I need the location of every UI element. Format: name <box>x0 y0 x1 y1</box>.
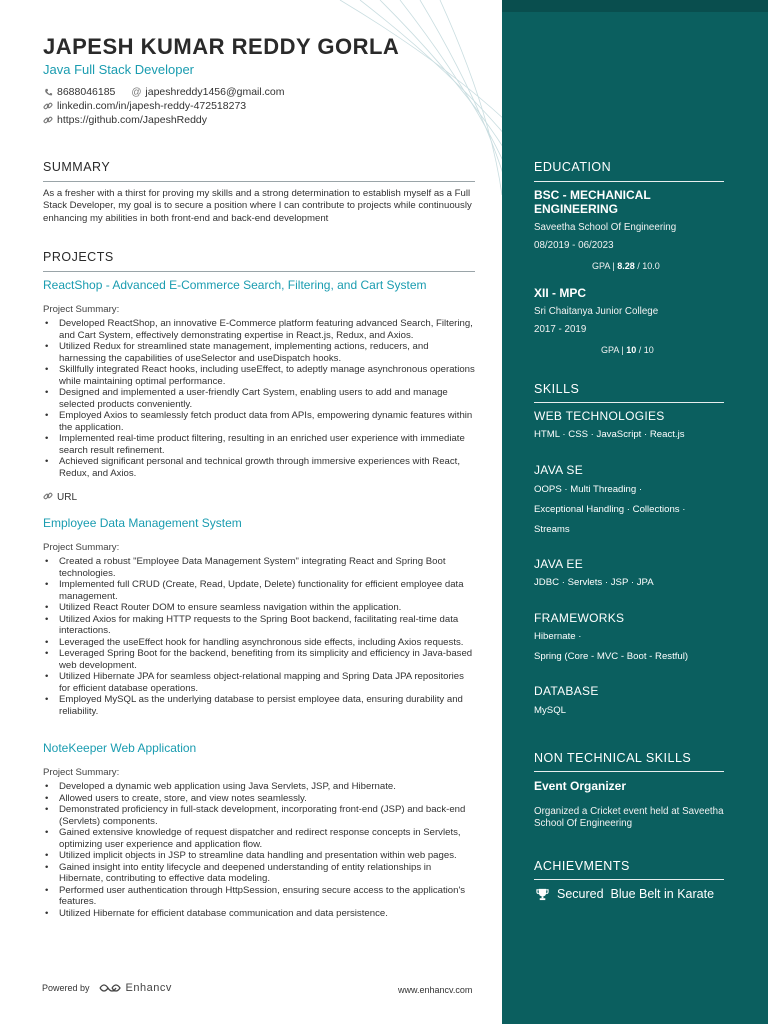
skill-group-items <box>534 573 734 593</box>
enhancv-logo[interactable] <box>98 982 172 994</box>
bullet-item: • Performed user authentication through HttpSession, ensuring secure access to the application's features. <box>43 885 475 908</box>
bullet-item: • Leveraged Spring Boot for the backend, benefiting from its simplicity and efficiency in Java-based web development. <box>43 648 475 671</box>
bullet-item: • Allowed users to create, store, and view notes seamlessly. <box>43 793 475 805</box>
skill-group-name: WEB TECHNOLOGIES <box>534 409 665 423</box>
project-bullets <box>43 318 475 479</box>
at-icon: @ <box>131 86 142 98</box>
project-subtitle: Project Summary: <box>43 542 120 553</box>
github-row <box>43 114 207 126</box>
summary-divider <box>43 181 475 182</box>
brand-name: Enhancv <box>125 982 172 994</box>
bullet-item: • Leveraged the useEffect hook for handling asynchronous side effects, including Axios requests. <box>43 637 475 649</box>
bullet-item: • Achieved significant personal and technical growth through immersive experiences with React, Redux, and Axios. <box>43 456 475 479</box>
gpa-max: 10 <box>643 345 654 355</box>
non-technical-divider <box>534 771 724 772</box>
bullet-item: • Utilized Hibernate for efficient database communication and data persistence. <box>43 908 475 920</box>
gpa-max: 10.0 <box>642 261 660 271</box>
project-title: ReactShop - Advanced E-Commerce Search, Filtering, and Cart System <box>43 278 427 292</box>
education-gpa: GPA | 8.28 / 10.0 <box>592 261 660 271</box>
bullet-item: • Utilized Hibernate JPA for seamless object-relational mapping and Spring Data JPA repositories for efficient database operations. <box>43 671 475 694</box>
bullet-item: • Developed ReactShop, an innovative E-Commerce platform featuring advanced Search, Filtering, and Cart System, effectively demonstrating expertise in React.js, Redux, and Axios. <box>43 318 475 341</box>
bullet-item: • Developed a dynamic web application using Java Servlets, JSP, and Hibernate. <box>43 781 475 793</box>
link-icon <box>43 491 53 504</box>
project-bullets <box>43 781 475 919</box>
url-label: URL <box>57 492 78 503</box>
linkedin-row <box>43 100 246 112</box>
bullet-item: • Implemented real-time product filtering, resulting in an enriched user experience with immediate search result refinement. <box>43 433 475 456</box>
achievements-heading: ACHIEVMENTS <box>534 859 630 873</box>
summary-text: As a fresher with a thirst for proving my skills and a strong determination to establish myself as a Full Stack Developer, my goal is to secure a position where I can contribute to projects while continuously enhancing my abilities in both front-end and back-end development <box>43 188 472 224</box>
link-icon <box>43 101 53 111</box>
skill-line: OOPS · Multi Threading · <box>534 484 643 495</box>
project-subtitle: Project Summary: <box>43 304 120 315</box>
non-technical-description: Organized a Cricket event held at Saveetha School Of Engineering <box>534 806 724 829</box>
skill-group-name: DATABASE <box>534 684 599 698</box>
bullet-item: • Utilized Redux for streamlined state management, implementing actions, reducers, and harnessing the capabilities of useSelector and useDispatch hooks. <box>43 341 475 364</box>
achievement-item <box>536 887 714 901</box>
project-title: Employee Data Management System <box>43 516 242 530</box>
skills-divider <box>534 402 724 403</box>
education-dates: 2017 - 2019 <box>534 324 587 335</box>
enhancv-logo-icon <box>98 982 122 994</box>
linkedin-link[interactable]: linkedin.com/in/japesh-reddy-472518273 <box>57 100 247 112</box>
bullet-item: • Utilized React Router DOM to ensure seamless navigation within the application. <box>43 602 475 614</box>
project-title: NoteKeeper Web Application <box>43 741 197 755</box>
skill-line: Spring (Core - MVC - Boot - Restful) <box>534 651 689 662</box>
decorative-arcs <box>330 0 505 195</box>
skill-line: Exceptional Handling · Collections · <box>534 504 686 515</box>
email-link[interactable]: japeshreddy1456@gmail.com <box>145 86 285 98</box>
education-degree: BSC - MECHANICAL ENGINEERING <box>534 188 651 216</box>
summary-heading: SUMMARY <box>43 160 111 174</box>
bullet-item: • Gained extensive knowledge of request dispatcher and redirect response concepts in Servlets, optimizing user experience and application flow. <box>43 827 475 850</box>
link-icon <box>43 115 53 125</box>
gpa-label: GPA <box>601 345 619 355</box>
achievement-text: Secured Blue Belt in Karate <box>557 887 715 901</box>
bullet-item: • Demonstrated proficiency in full-stack development, incorporating front-end (JSP) and back-end (Servlets) components. <box>43 804 475 827</box>
bullet-item: • Employed Axios to seamlessly fetch product data from APIs, empowering dynamic features within the application. <box>43 410 475 433</box>
phone-text: 8688046185 <box>57 86 116 98</box>
project-subtitle: Project Summary: <box>43 767 120 778</box>
bullet-item: • Created a robust "Employee Data Management System" integrating React and Spring Boot technologies. <box>43 556 475 579</box>
education-school: Saveetha School Of Engineering <box>534 222 677 233</box>
github-link[interactable]: https://github.com/JapeshReddy <box>57 114 208 126</box>
non-technical-heading: NON TECHNICAL SKILLS <box>534 751 692 765</box>
bullet-item: • Skillfully integrated React hooks, including useEffect, to adeptly manage asynchronous operations while maintaining optimal performance. <box>43 364 475 387</box>
bullet-item: • Employed MySQL as the underlying database to persist employee data, ensuring durability and reliability. <box>43 694 475 717</box>
trophy-icon <box>536 888 549 901</box>
education-heading: EDUCATION <box>534 160 612 174</box>
education-school: Sri Chaitanya Junior College <box>534 306 659 317</box>
project-url[interactable] <box>43 491 77 504</box>
footer-website[interactable]: www.enhancv.com <box>398 985 473 995</box>
bullet-item: • Gained insight into entity lifecycle and deepened understanding of entity relationships in Hibernate, contributing to effective data modeling. <box>43 862 475 885</box>
skill-group-name: FRAMEWORKS <box>534 611 625 625</box>
skill-line: HTML · CSS · JavaScript · React.js <box>534 429 685 440</box>
project-bullets <box>43 556 475 717</box>
education-gpa: GPA | 10 / 10 <box>601 345 654 355</box>
skill-group-items <box>534 480 734 540</box>
skill-group-name: JAVA SE <box>534 463 584 477</box>
candidate-role: Java Full Stack Developer <box>43 62 195 77</box>
gpa-label: GPA <box>592 261 610 271</box>
skill-group-name: JAVA EE <box>534 557 584 571</box>
skill-group-items <box>534 425 734 445</box>
contact-row <box>43 86 284 98</box>
skill-group-items <box>534 701 734 721</box>
skill-line: Streams <box>534 524 570 535</box>
education-divider <box>534 181 724 182</box>
skill-line: JDBC · Servlets · JSP · JPA <box>534 577 654 588</box>
skill-group-items <box>534 627 734 667</box>
non-technical-skill: Event Organizer <box>534 779 627 793</box>
powered-by-text: Powered by <box>42 983 90 993</box>
gpa-value: 8.28 <box>617 261 635 271</box>
projects-divider <box>43 271 475 272</box>
bullet-item: • Utilized Axios for making HTTP requests to the Spring Boot backend, facilitating real-time data interactions. <box>43 614 475 637</box>
projects-heading: PROJECTS <box>43 250 114 264</box>
achievements-divider <box>534 879 724 880</box>
skills-heading: SKILLS <box>534 382 580 396</box>
education-dates: 08/2019 - 06/2023 <box>534 240 614 251</box>
skill-line: Hibernate · <box>534 631 582 642</box>
sidebar <box>502 0 768 1024</box>
sidebar-top-band <box>502 0 768 12</box>
gpa-value: 10 <box>626 345 637 355</box>
bullet-item: • Utilized implicit objects in JSP to streamline data handling and presentation within web pages. <box>43 850 475 862</box>
skill-line: MySQL <box>534 705 566 716</box>
footer-powered <box>42 982 172 994</box>
phone-icon <box>43 87 53 97</box>
education-degree: XII - MPC <box>534 286 587 300</box>
candidate-name: JAPESH KUMAR REDDY GORLA <box>43 34 400 59</box>
bullet-item: • Implemented full CRUD (Create, Read, Update, Delete) functionality for efficient employee data management. <box>43 579 475 602</box>
bullet-item: • Designed and implemented a user-friendly Cart System, enabling users to add and manage selected products conveniently. <box>43 387 475 410</box>
